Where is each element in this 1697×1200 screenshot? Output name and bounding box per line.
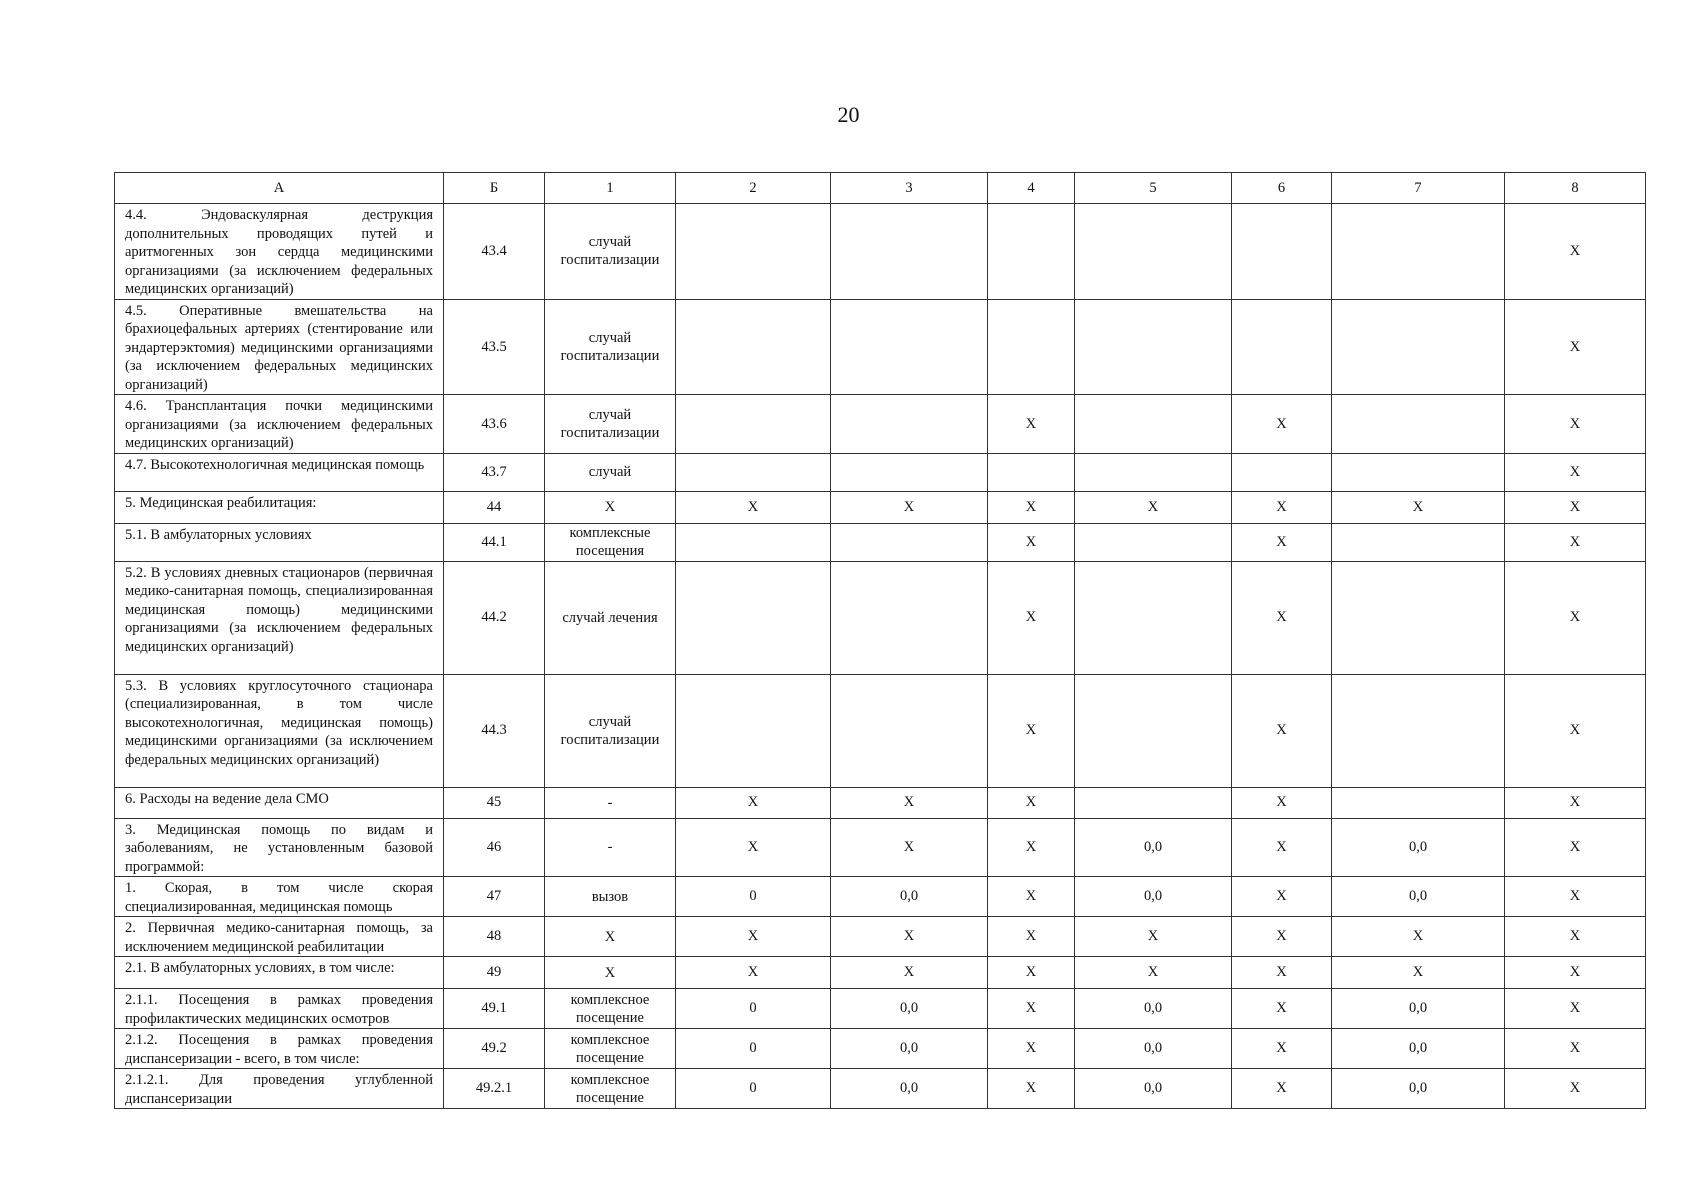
- value-cell: Х: [1505, 1069, 1646, 1109]
- row-code-cell: 44.2: [444, 561, 545, 674]
- value-cell: 0: [676, 877, 831, 917]
- value-cell: [831, 204, 988, 300]
- value-cell: [1332, 561, 1505, 674]
- unit-cell: вызов: [545, 877, 676, 917]
- value-cell: [1232, 453, 1332, 491]
- value-cell: Х: [988, 787, 1075, 818]
- row-name-cell: 2.1.2. Посещения в рамках проведения диспансеризации - всего, в том числе:: [115, 1029, 444, 1069]
- value-cell: Х: [988, 818, 1075, 877]
- value-cell: [1075, 299, 1232, 395]
- row-code-cell: 44.3: [444, 674, 545, 787]
- row-code-cell: 49.1: [444, 989, 545, 1029]
- row-name-cell: 5.2. В условиях дневных стационаров (первичная медико-санитарная помощь, специализированная медицинская помощь) медицинскими организациями (за исключением федеральных медицинских организаций): [115, 561, 444, 674]
- value-cell: [988, 204, 1075, 300]
- unit-cell: случай лечения: [545, 561, 676, 674]
- value-cell: [1075, 523, 1232, 561]
- table-row: [115, 989, 1646, 1029]
- table-row: [115, 674, 1646, 787]
- value-cell: Х: [1232, 787, 1332, 818]
- table-row: [115, 395, 1646, 454]
- table-row: [115, 561, 1646, 674]
- column-header: А: [115, 173, 444, 204]
- row-code-cell: 43.7: [444, 453, 545, 491]
- value-cell: [831, 674, 988, 787]
- value-cell: Х: [1075, 957, 1232, 989]
- value-cell: [1332, 395, 1505, 454]
- value-cell: 0,0: [1332, 989, 1505, 1029]
- row-code-cell: 45: [444, 787, 545, 818]
- value-cell: Х: [988, 395, 1075, 454]
- value-cell: [1332, 787, 1505, 818]
- value-cell: Х: [1505, 957, 1646, 989]
- value-cell: Х: [1505, 917, 1646, 957]
- value-cell: [676, 523, 831, 561]
- column-header: 3: [831, 173, 988, 204]
- unit-cell: комплексное посещение: [545, 989, 676, 1029]
- value-cell: Х: [988, 674, 1075, 787]
- value-cell: Х: [988, 957, 1075, 989]
- page-number: 20: [837, 102, 860, 127]
- value-cell: [1332, 523, 1505, 561]
- value-cell: Х: [1232, 818, 1332, 877]
- unit-cell: случай госпитализации: [545, 674, 676, 787]
- unit-cell: случай госпитализации: [545, 299, 676, 395]
- value-cell: Х: [1232, 491, 1332, 523]
- value-cell: Х: [1332, 917, 1505, 957]
- value-cell: Х: [1505, 989, 1646, 1029]
- value-cell: [676, 299, 831, 395]
- column-header: 7: [1332, 173, 1505, 204]
- value-cell: [1332, 204, 1505, 300]
- value-cell: [988, 299, 1075, 395]
- row-name-cell: 2. Первичная медико-санитарная помощь, за исключением медицинской реабилитации: [115, 917, 444, 957]
- row-name-cell: 4.7. Высокотехнологичная медицинская помощь: [115, 453, 444, 491]
- row-name-cell: 1. Скорая, в том числе скорая специализированная, медицинская помощь: [115, 877, 444, 917]
- column-header: 2: [676, 173, 831, 204]
- value-cell: Х: [831, 491, 988, 523]
- value-cell: Х: [1332, 491, 1505, 523]
- table-row: [115, 818, 1646, 877]
- value-cell: Х: [988, 523, 1075, 561]
- value-cell: Х: [831, 787, 988, 818]
- unit-cell: Х: [545, 491, 676, 523]
- value-cell: Х: [676, 957, 831, 989]
- value-cell: Х: [1232, 523, 1332, 561]
- value-cell: [1232, 299, 1332, 395]
- row-name-cell: 5. Медицинская реабилитация:: [115, 491, 444, 523]
- value-cell: [1332, 453, 1505, 491]
- data-table: [114, 172, 1646, 1109]
- value-cell: [831, 523, 988, 561]
- value-cell: [676, 453, 831, 491]
- row-code-cell: 48: [444, 917, 545, 957]
- column-header: Б: [444, 173, 545, 204]
- value-cell: [1075, 395, 1232, 454]
- value-cell: [1075, 674, 1232, 787]
- column-header: 5: [1075, 173, 1232, 204]
- value-cell: Х: [1505, 395, 1646, 454]
- value-cell: [1075, 204, 1232, 300]
- value-cell: Х: [676, 491, 831, 523]
- row-code-cell: 46: [444, 818, 545, 877]
- value-cell: Х: [1505, 523, 1646, 561]
- value-cell: Х: [831, 917, 988, 957]
- header-row: [115, 173, 1646, 204]
- value-cell: Х: [1075, 917, 1232, 957]
- value-cell: Х: [1232, 674, 1332, 787]
- row-name-cell: 6. Расходы на ведение дела СМО: [115, 787, 444, 818]
- value-cell: 0,0: [1332, 818, 1505, 877]
- table-row: [115, 877, 1646, 917]
- unit-cell: случай: [545, 453, 676, 491]
- value-cell: Х: [1232, 989, 1332, 1029]
- value-cell: 0,0: [831, 989, 988, 1029]
- unit-cell: случай госпитализации: [545, 395, 676, 454]
- value-cell: [676, 674, 831, 787]
- column-header: 6: [1232, 173, 1332, 204]
- value-cell: Х: [1505, 1029, 1646, 1069]
- row-name-cell: 5.1. В амбулаторных условиях: [115, 523, 444, 561]
- value-cell: Х: [831, 957, 988, 989]
- value-cell: [676, 204, 831, 300]
- row-name-cell: 4.6. Трансплантация почки медицинскими организациями (за исключением федеральных медицинских организаций): [115, 395, 444, 454]
- row-code-cell: 49.2.1: [444, 1069, 545, 1109]
- unit-cell: Х: [545, 917, 676, 957]
- value-cell: 0,0: [1332, 1069, 1505, 1109]
- row-name-cell: 2.1.1. Посещения в рамках проведения профилактических медицинских осмотров: [115, 989, 444, 1029]
- row-code-cell: 43.4: [444, 204, 545, 300]
- table-row: [115, 1029, 1646, 1069]
- unit-cell: комплексное посещение: [545, 1029, 676, 1069]
- row-name-cell: 4.5. Оперативные вмешательства на брахиоцефальных артериях (стентирование или эндартерэктомия) медицинскими организациями (за исключением федеральных медицинских организаций): [115, 299, 444, 395]
- row-name-cell: 2.1. В амбулаторных условиях, в том числе:: [115, 957, 444, 989]
- value-cell: [1075, 561, 1232, 674]
- value-cell: Х: [1232, 395, 1332, 454]
- value-cell: Х: [1505, 491, 1646, 523]
- value-cell: [831, 299, 988, 395]
- value-cell: Х: [1232, 877, 1332, 917]
- table-row: [115, 204, 1646, 300]
- value-cell: Х: [1232, 1029, 1332, 1069]
- value-cell: [676, 395, 831, 454]
- row-code-cell: 43.5: [444, 299, 545, 395]
- value-cell: [676, 561, 831, 674]
- value-cell: Х: [676, 917, 831, 957]
- value-cell: 0,0: [1075, 1069, 1232, 1109]
- value-cell: 0,0: [831, 1069, 988, 1109]
- value-cell: Х: [1505, 453, 1646, 491]
- value-cell: Х: [1232, 561, 1332, 674]
- value-cell: Х: [988, 491, 1075, 523]
- value-cell: [1332, 299, 1505, 395]
- row-code-cell: 49: [444, 957, 545, 989]
- value-cell: 0,0: [1332, 877, 1505, 917]
- table-row: [115, 491, 1646, 523]
- row-code-cell: 43.6: [444, 395, 545, 454]
- value-cell: 0,0: [1075, 818, 1232, 877]
- value-cell: 0: [676, 989, 831, 1029]
- value-cell: [988, 453, 1075, 491]
- table-row: [115, 299, 1646, 395]
- row-name-cell: 5.3. В условиях круглосуточного стационара (специализированная, в том числе высокотехнологичная, медицинская помощь) медицинскими организациями (за исключением федеральных медицинских организаций): [115, 674, 444, 787]
- table-row: [115, 957, 1646, 989]
- row-code-cell: 44: [444, 491, 545, 523]
- value-cell: [831, 561, 988, 674]
- table-body: [115, 204, 1646, 1109]
- value-cell: Х: [988, 917, 1075, 957]
- row-code-cell: 49.2: [444, 1029, 545, 1069]
- value-cell: 0,0: [1075, 989, 1232, 1029]
- row-name-cell: 2.1.2.1. Для проведения углубленной диспансеризации: [115, 1069, 444, 1109]
- value-cell: Х: [988, 989, 1075, 1029]
- value-cell: Х: [831, 818, 988, 877]
- column-header: 1: [545, 173, 676, 204]
- value-cell: [1075, 453, 1232, 491]
- value-cell: Х: [1505, 787, 1646, 818]
- value-cell: 0,0: [1075, 1029, 1232, 1069]
- table-row: [115, 787, 1646, 818]
- value-cell: Х: [1232, 957, 1332, 989]
- row-name-cell: 3. Медицинская помощь по видам и заболеваниям, не установленным базовой программой:: [115, 818, 444, 877]
- value-cell: [1332, 674, 1505, 787]
- value-cell: Х: [988, 1029, 1075, 1069]
- value-cell: Х: [1505, 818, 1646, 877]
- value-cell: Х: [1332, 957, 1505, 989]
- value-cell: 0,0: [1075, 877, 1232, 917]
- value-cell: Х: [1075, 491, 1232, 523]
- value-cell: Х: [676, 787, 831, 818]
- value-cell: Х: [1505, 877, 1646, 917]
- value-cell: Х: [1505, 204, 1646, 300]
- unit-cell: -: [545, 787, 676, 818]
- value-cell: Х: [1505, 561, 1646, 674]
- unit-cell: -: [545, 818, 676, 877]
- table-row: [115, 453, 1646, 491]
- value-cell: [1232, 204, 1332, 300]
- value-cell: Х: [988, 877, 1075, 917]
- table-row: [115, 917, 1646, 957]
- table-row: [115, 1069, 1646, 1109]
- unit-cell: случай госпитализации: [545, 204, 676, 300]
- value-cell: 0,0: [1332, 1029, 1505, 1069]
- unit-cell: комплексное посещение: [545, 1069, 676, 1109]
- value-cell: Х: [1232, 917, 1332, 957]
- unit-cell: Х: [545, 957, 676, 989]
- column-header: 4: [988, 173, 1075, 204]
- unit-cell: комплексные посещения: [545, 523, 676, 561]
- value-cell: Х: [1505, 299, 1646, 395]
- row-code-cell: 47: [444, 877, 545, 917]
- value-cell: Х: [988, 561, 1075, 674]
- table-row: [115, 523, 1646, 561]
- value-cell: Х: [676, 818, 831, 877]
- value-cell: 0,0: [831, 1029, 988, 1069]
- row-code-cell: 44.1: [444, 523, 545, 561]
- value-cell: [831, 453, 988, 491]
- row-name-cell: 4.4. Эндоваскулярная деструкция дополнительных проводящих путей и аритмогенных зон сердца медицинскими организациями (за исключением федеральных медицинских организаций): [115, 204, 444, 300]
- value-cell: [831, 395, 988, 454]
- value-cell: 0: [676, 1069, 831, 1109]
- value-cell: Х: [1505, 674, 1646, 787]
- value-cell: 0: [676, 1029, 831, 1069]
- value-cell: [1075, 787, 1232, 818]
- value-cell: Х: [1232, 1069, 1332, 1109]
- value-cell: Х: [988, 1069, 1075, 1109]
- value-cell: 0,0: [831, 877, 988, 917]
- column-header: 8: [1505, 173, 1646, 204]
